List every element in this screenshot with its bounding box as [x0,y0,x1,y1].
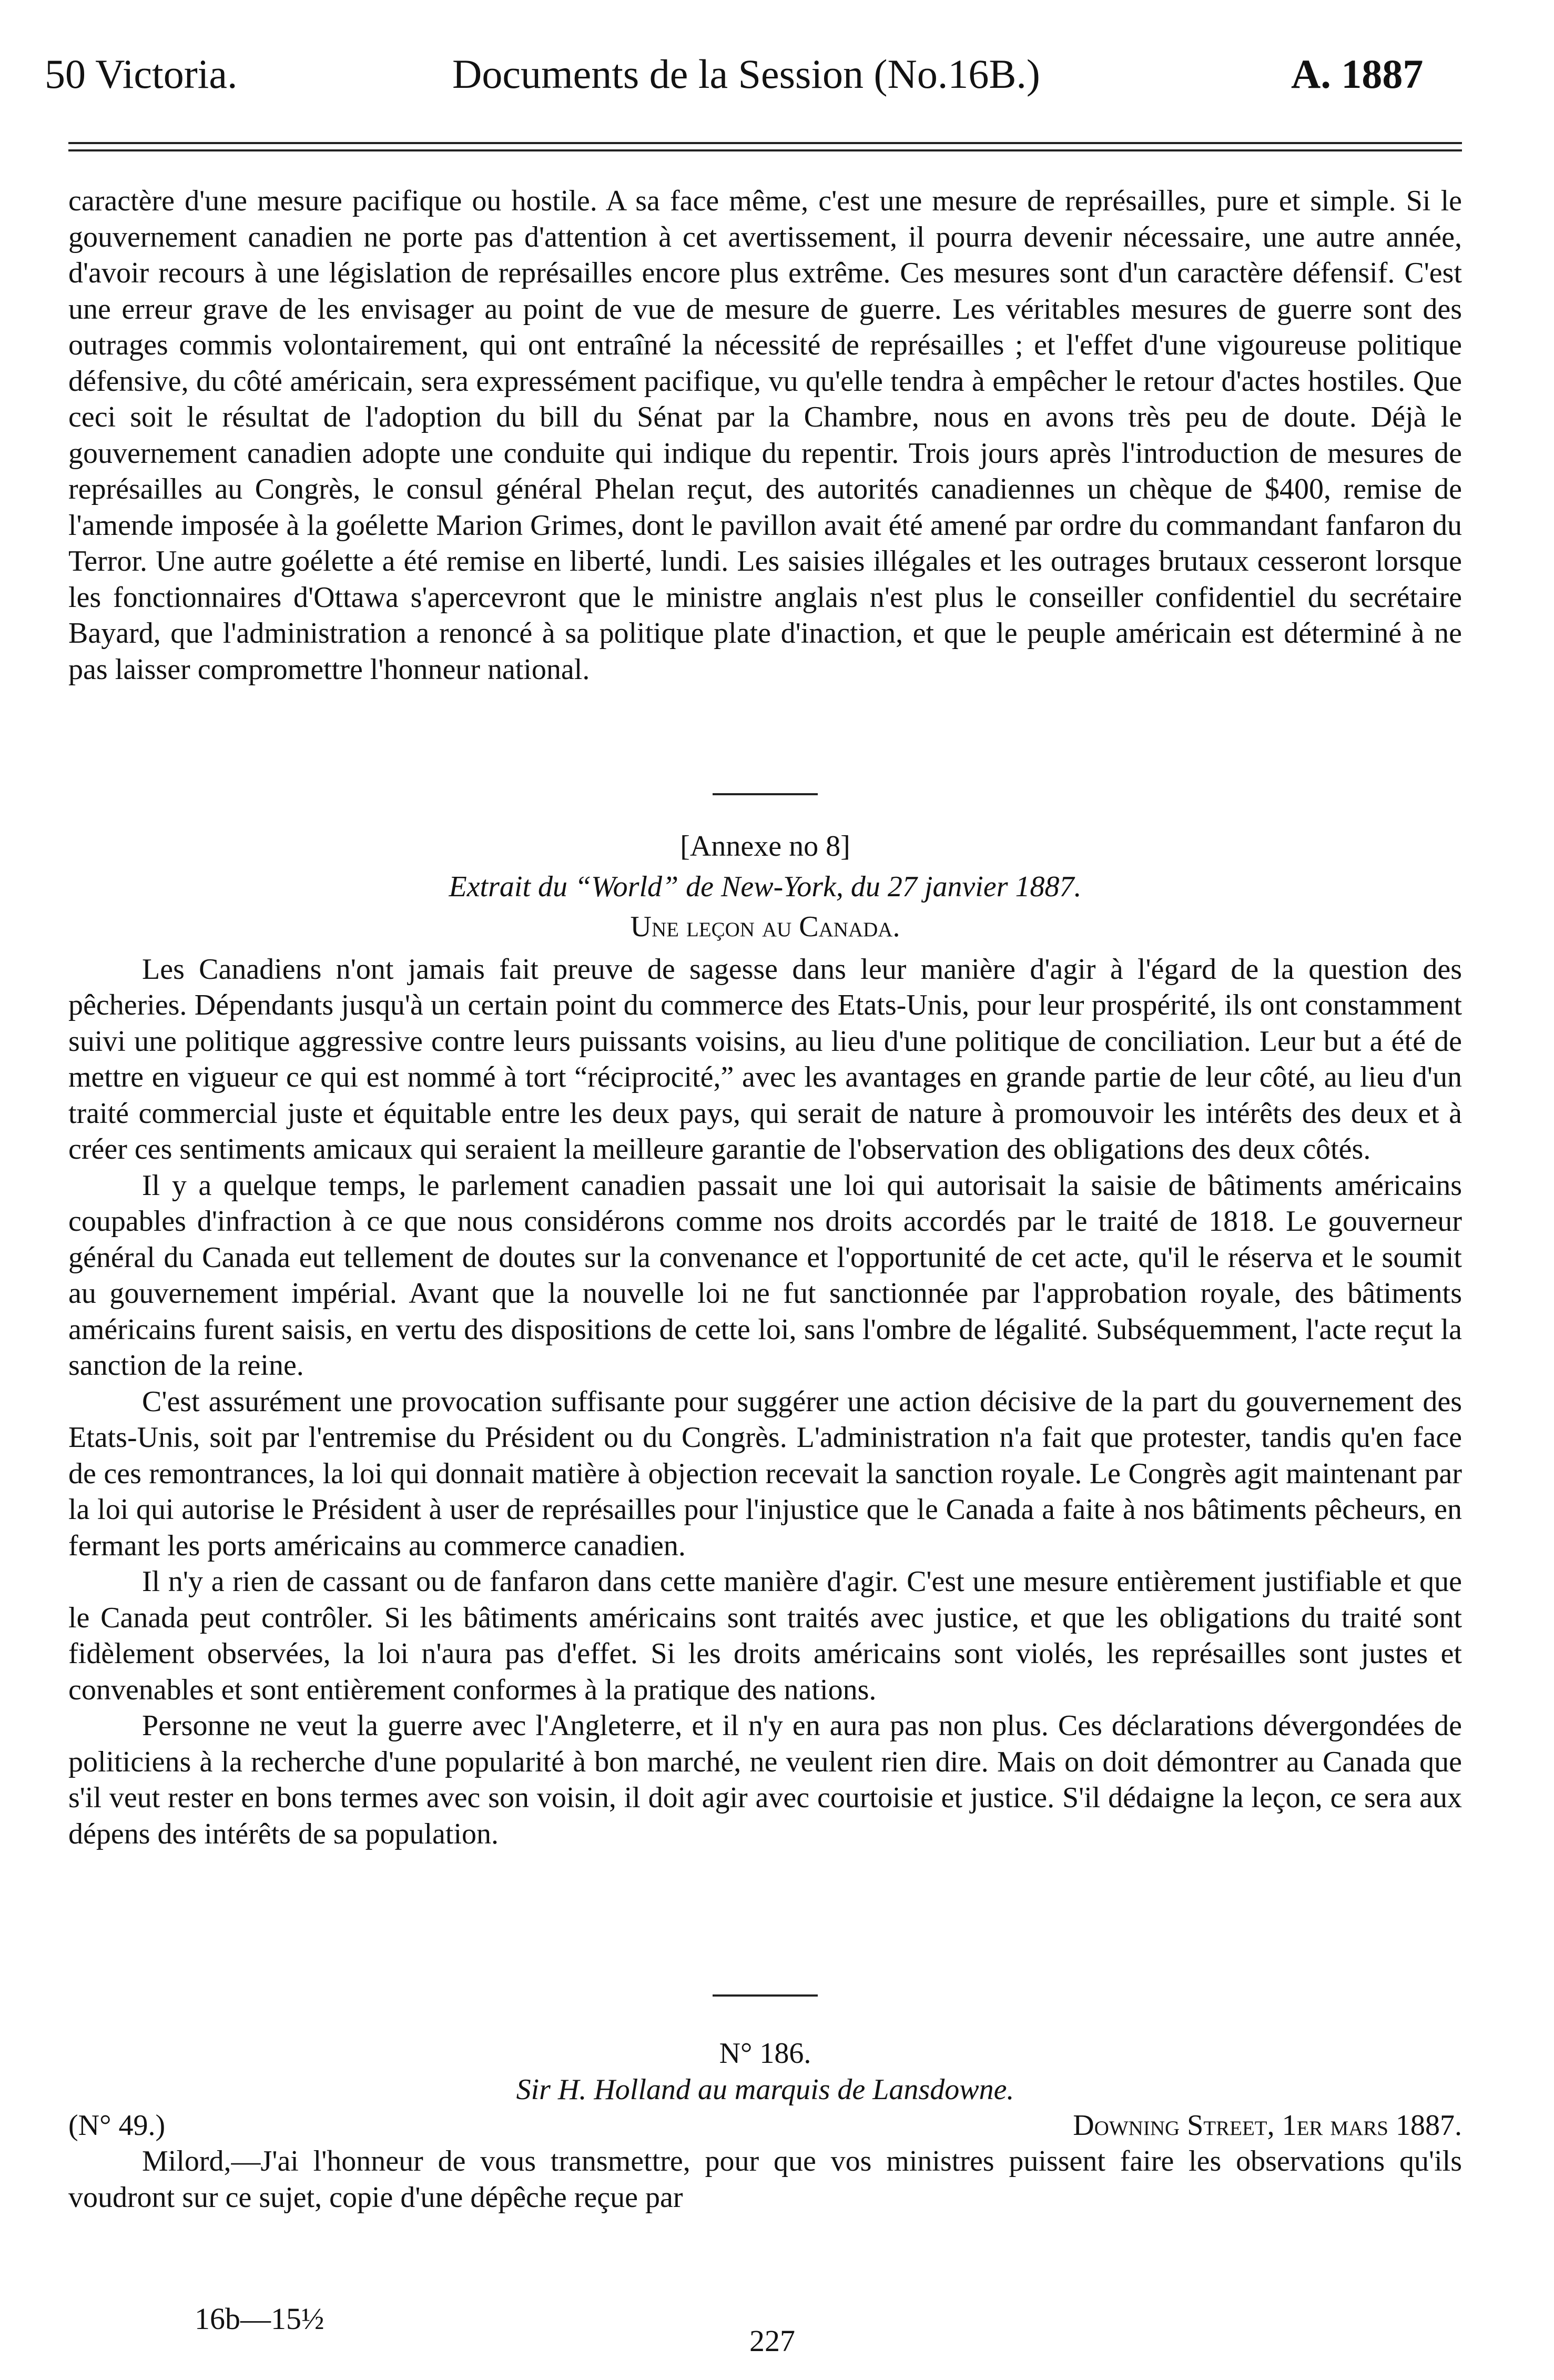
letter-body: Milord,—J'ai l'honneur de vous transmettre, pour que vos ministres puissent faire les observations qu'ils voudront sur ce sujet, copie d'une dépêche reçue par [68,2145,1462,2214]
page-footer [0,2301,1554,2364]
annex-divider-block [68,793,1462,795]
running-header [0,15,1554,97]
header-center: Documents de la Session (No.16B.) [452,51,1040,97]
annex-title: Une leçon au Canada. [630,910,900,943]
letter-from-to: Sir H. Holland au marquis de Lansdowne. [516,2073,1014,2106]
annex-paragraph-4: Il n'y a rien de cassant ou de fanfaron dans cette manière d'agir. C'est une mesure entièrement justifiable et que le Canada peut contrôler. Si les bâtiments américains sont traités avec justice, et que les obligations du traité sont fidèlement observées, la loi n'aura pas d'effet. Si les droits américains sont violés, les représailles sont justes et convenables et sont entièrement conformes à la pratique des nations. [68,1565,1462,1706]
annex-paragraph-2: Il y a quelque temps, le parlement canadien passait une loi qui autorisait la saisie de bâtiments américains coupables d'infraction à ce que nous considérons comme nos droits accordés par le traité de 1818. Le gouverneur général du Canada eut tellement de doutes sur la convenance et l'opportunité de cet acte, qu'il le réserva et le soumit au gouvernement impérial. Avant que la nouvelle loi ne fut sanctionnée par l'approbation royale, des bâtiments américains furent saisis, en vertu des dispositions de cette loi, sans l'ombre de légalité. Subséquemment, l'acte reçut la sanction de la reine. [68,1169,1462,1382]
annex-source-line: Extrait du “World” de New-York, du 27 janvier 1887. [449,870,1082,903]
section-divider [713,793,818,795]
letter-divider-block [68,1994,1462,1997]
letter-number: N° 186. [719,2037,811,2070]
annex-label: [Annexe no 8] [680,830,850,863]
annex-paragraph-5: Personne ne veut la guerre avec l'Angleterre, et il n'y en aura pas non plus. Ces déclarations dévergondées de politiciens à la recherche d'une popularité à bon marché, ne veulent rien dire. Mais on doit démontrer au Canada que s'il veut rester en bons termes avec son voisin, il doit agir avec courtoisie et justice. S'il dédaigne la leçon, ce sera aux dépens des intérêts de sa population. [68,1709,1462,1850]
header-left: 50 Victoria. [45,51,238,97]
intro-block [68,183,1462,687]
annex-paragraph-3: C'est assurément une provocation suffisante pour suggérer une action décisive de la part du gouvernement des Etats-Unis, soit par l'entremise du Président ou du Congrès. L'administration n'a fait que protester, tandis qu'en face de ces remontrances, la loi qui donnait matière à objection recevait la sanction royale. Le Congrès agit maintenant par la loi qui autorise le Président à user de représailles pour l'injustice que le Canada a faite à nos bâtiments pêcheurs, en fermant les ports américains au commerce canadien. [68,1385,1462,1562]
letter-ref-line [68,2108,1462,2143]
letter-place-date: Downing Street, 1er mars 1887. [1073,2109,1462,2142]
header-right: A. 1887 [1291,51,1424,97]
header-double-rule [68,142,1462,151]
section-divider [713,1994,818,1997]
intro-paragraph: caractère d'une mesure pacifique ou hostile. A sa face même, c'est une mesure de représailles, pure et simple. Si le gouvernement canadien ne porte pas d'attention à cet avertissement, il pourra devenir nécessaire, une autre année, d'avoir recours à une législation de représailles encore plus extrême. Ces mesures sont d'un caractère défensif. C'est une erreur grave de les envisager au point de vue de mesure de guerre. Les véritables mesures de guerre sont des outrages commis volontairement, qui ont entraîné la nécessité de représailles ; et l'effet d'une vigoureuse politique défensive, du côté américain, sera expressément pacifique, vu qu'elle tendra à empêcher le retour d'actes hostiles. Que ceci soit le résultat de l'adoption du bill du Sénat par la Chambre, nous en avons très peu de doute. Déjà le gouvernement canadien adopte une conduite qui indique du repentir. Trois jours après l'introduction de mesures de représailles au Congrès, le consul général Phelan reçut, des autorités canadiennes un chèque de $400, remise de l'amende imposée à la goélette Marion Grimes, dont le pavillon avait été amené par ordre du commandant fanfaron du Terror. Une autre goélette a été remise en liberté, lundi. Les saisies illégales et les outrages brutaux cesseront lorsque les fonctionnaires d'Ottawa s'apercevront que le ministre anglais n'est plus le conseiller confidentiel du secrétaire Bayard, que l'administration a renoncé à sa politique plate d'inaction, et que le peuple américain est déterminé à ne pas laisser compromettre l'honneur national. [68,185,1462,686]
signature-mark: 16b—15½ [195,2302,324,2336]
annex-section [68,828,1462,1852]
page-number: 227 [749,2324,795,2358]
letter-section [68,2035,1462,2215]
annex-paragraph-1: Les Canadiens n'ont jamais fait preuve de sagesse dans leur manière d'agir à l'égard de la question des pêcheries. Dépendants jusqu'à un certain point du commerce des Etats-Unis, pour leur prospérité, ils ont constamment suivi une politique aggressive contre leurs puissants voisins, au lieu d'une politique de conciliation. Leur but a été de mettre en vigueur ce qui est nommé à tort “réciprocité,” avec les avantages en grande partie de leur côté, au lieu d'un traité commercial juste et équitable entre les deux pays, qui serait de nature à promouvoir les intérêts des deux et à créer ces sentiments amicaux qui seraient la meilleure garantie de l'observation des obligations des deux côtés. [68,953,1462,1166]
letter-ref: (N° 49.) [68,2109,166,2142]
